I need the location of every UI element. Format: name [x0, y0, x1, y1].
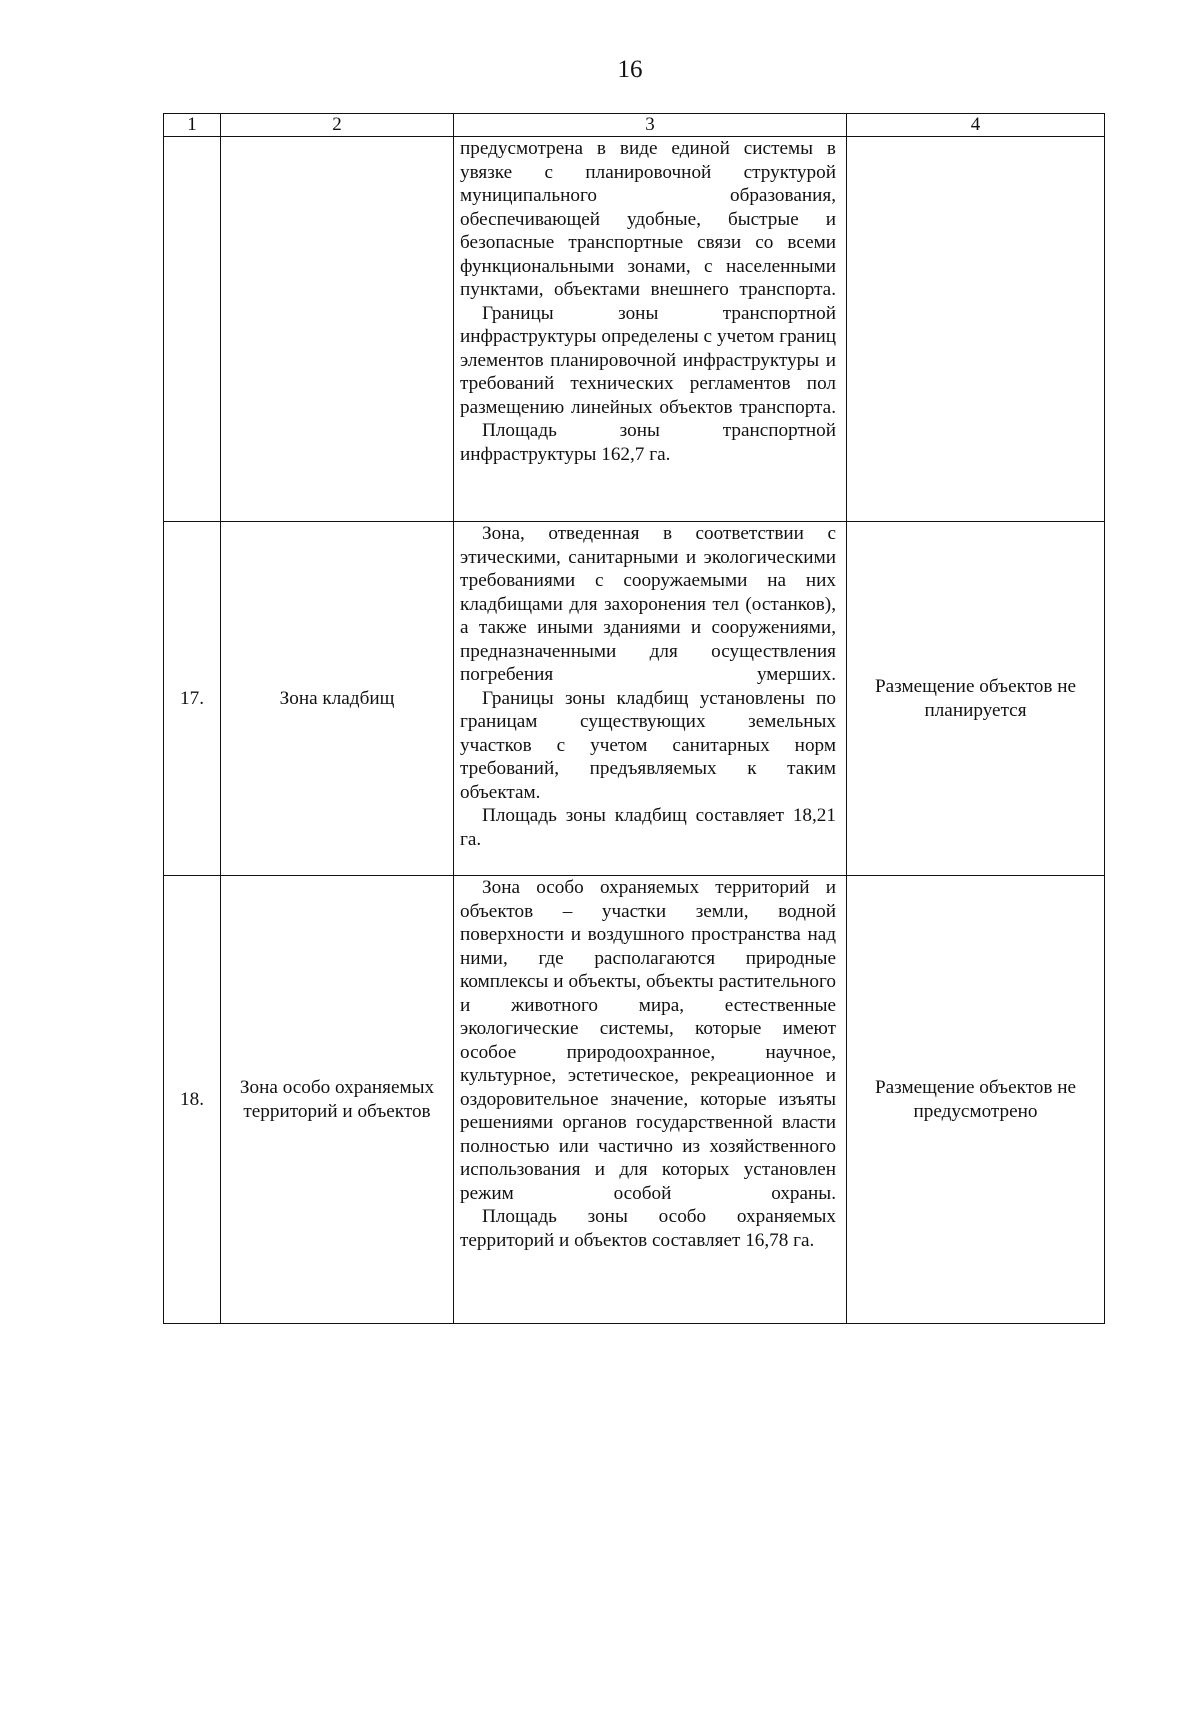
- description-paragraph: Зона, отведенная в соответствии с этическими, санитарными и экологическими требованиями с сооружаемыми на них кладбищами для захоронения тел (останков), а также иными зданиями и сооружениями, предназначенными для осуществления погребения умерших.: [460, 523, 836, 685]
- column-header-1: 1: [164, 114, 221, 137]
- table-header-row: [164, 114, 1105, 137]
- table-row: [164, 876, 1105, 1324]
- description-paragraph: Границы зоны транспортной инфраструктуры определены с учетом границ элементов планировочной инфраструктуры и требований технических регламентов пол размещению линейных объектов транспорта.: [460, 302, 836, 418]
- zones-table: [163, 113, 1105, 1324]
- row-description-cell: [454, 137, 847, 522]
- row-number: 17.: [164, 522, 221, 876]
- table-row-continuation: [164, 137, 1105, 522]
- description-paragraph: Площадь зоны транспортной инфраструктуры 162,7 га.: [460, 420, 836, 465]
- zone-plan: Размещение объектов не планируется: [847, 522, 1105, 876]
- zone-name: Зона кладбищ: [221, 522, 454, 876]
- row-number: 18.: [164, 876, 221, 1324]
- column-header-2: 2: [221, 114, 454, 137]
- description-paragraph: Границы зоны кладбищ установлены по границам существующих земельных участков с учетом санитарных норм требований, предъявляемых к таким объектам.: [460, 687, 836, 803]
- row-name-cell: [221, 137, 454, 522]
- row-num-cell: [164, 137, 221, 522]
- description-paragraph: Площадь зоны особо охраняемых территорий и объектов составляет 16,78 га.: [460, 1206, 836, 1251]
- description-paragraph: Зона особо охраняемых территорий и объектов – участки земли, водной поверхности и воздушного пространства над ними, где располагаются природные комплексы и объекты, объекты растительного и животного мира, естественные экологические системы, которые имеют особое природоохранное, научное, культурное, эстетическое, рекреационное и оздоровительное значение, которые изъяты решениями органов государственной власти полностью или частично из хозяйственного использования и для которых установлен режим особой охраны.: [460, 877, 836, 1204]
- row-plan-cell: [847, 137, 1105, 522]
- zone-plan: Размещение объектов не предусмотрено: [847, 876, 1105, 1324]
- description-paragraph: предусмотрена в виде единой системы в увязке с планировочной структурой муниципального образования, обеспечивающей удобные, быстрые и безопасные транспортные связи со всеми функциональными зонами, с населенными пунктами, объектами внешнего транспорта.: [460, 138, 836, 300]
- zone-name: Зона особо охраняемых территорий и объектов: [221, 876, 454, 1324]
- column-header-4: 4: [847, 114, 1105, 137]
- table-row: [164, 522, 1105, 876]
- page-number: 16: [617, 56, 643, 83]
- column-header-3: 3: [454, 114, 847, 137]
- description-paragraph: Площадь зоны кладбищ составляет 18,21 га.: [460, 805, 836, 850]
- row-description-cell: [454, 876, 847, 1324]
- row-description-cell: [454, 522, 847, 876]
